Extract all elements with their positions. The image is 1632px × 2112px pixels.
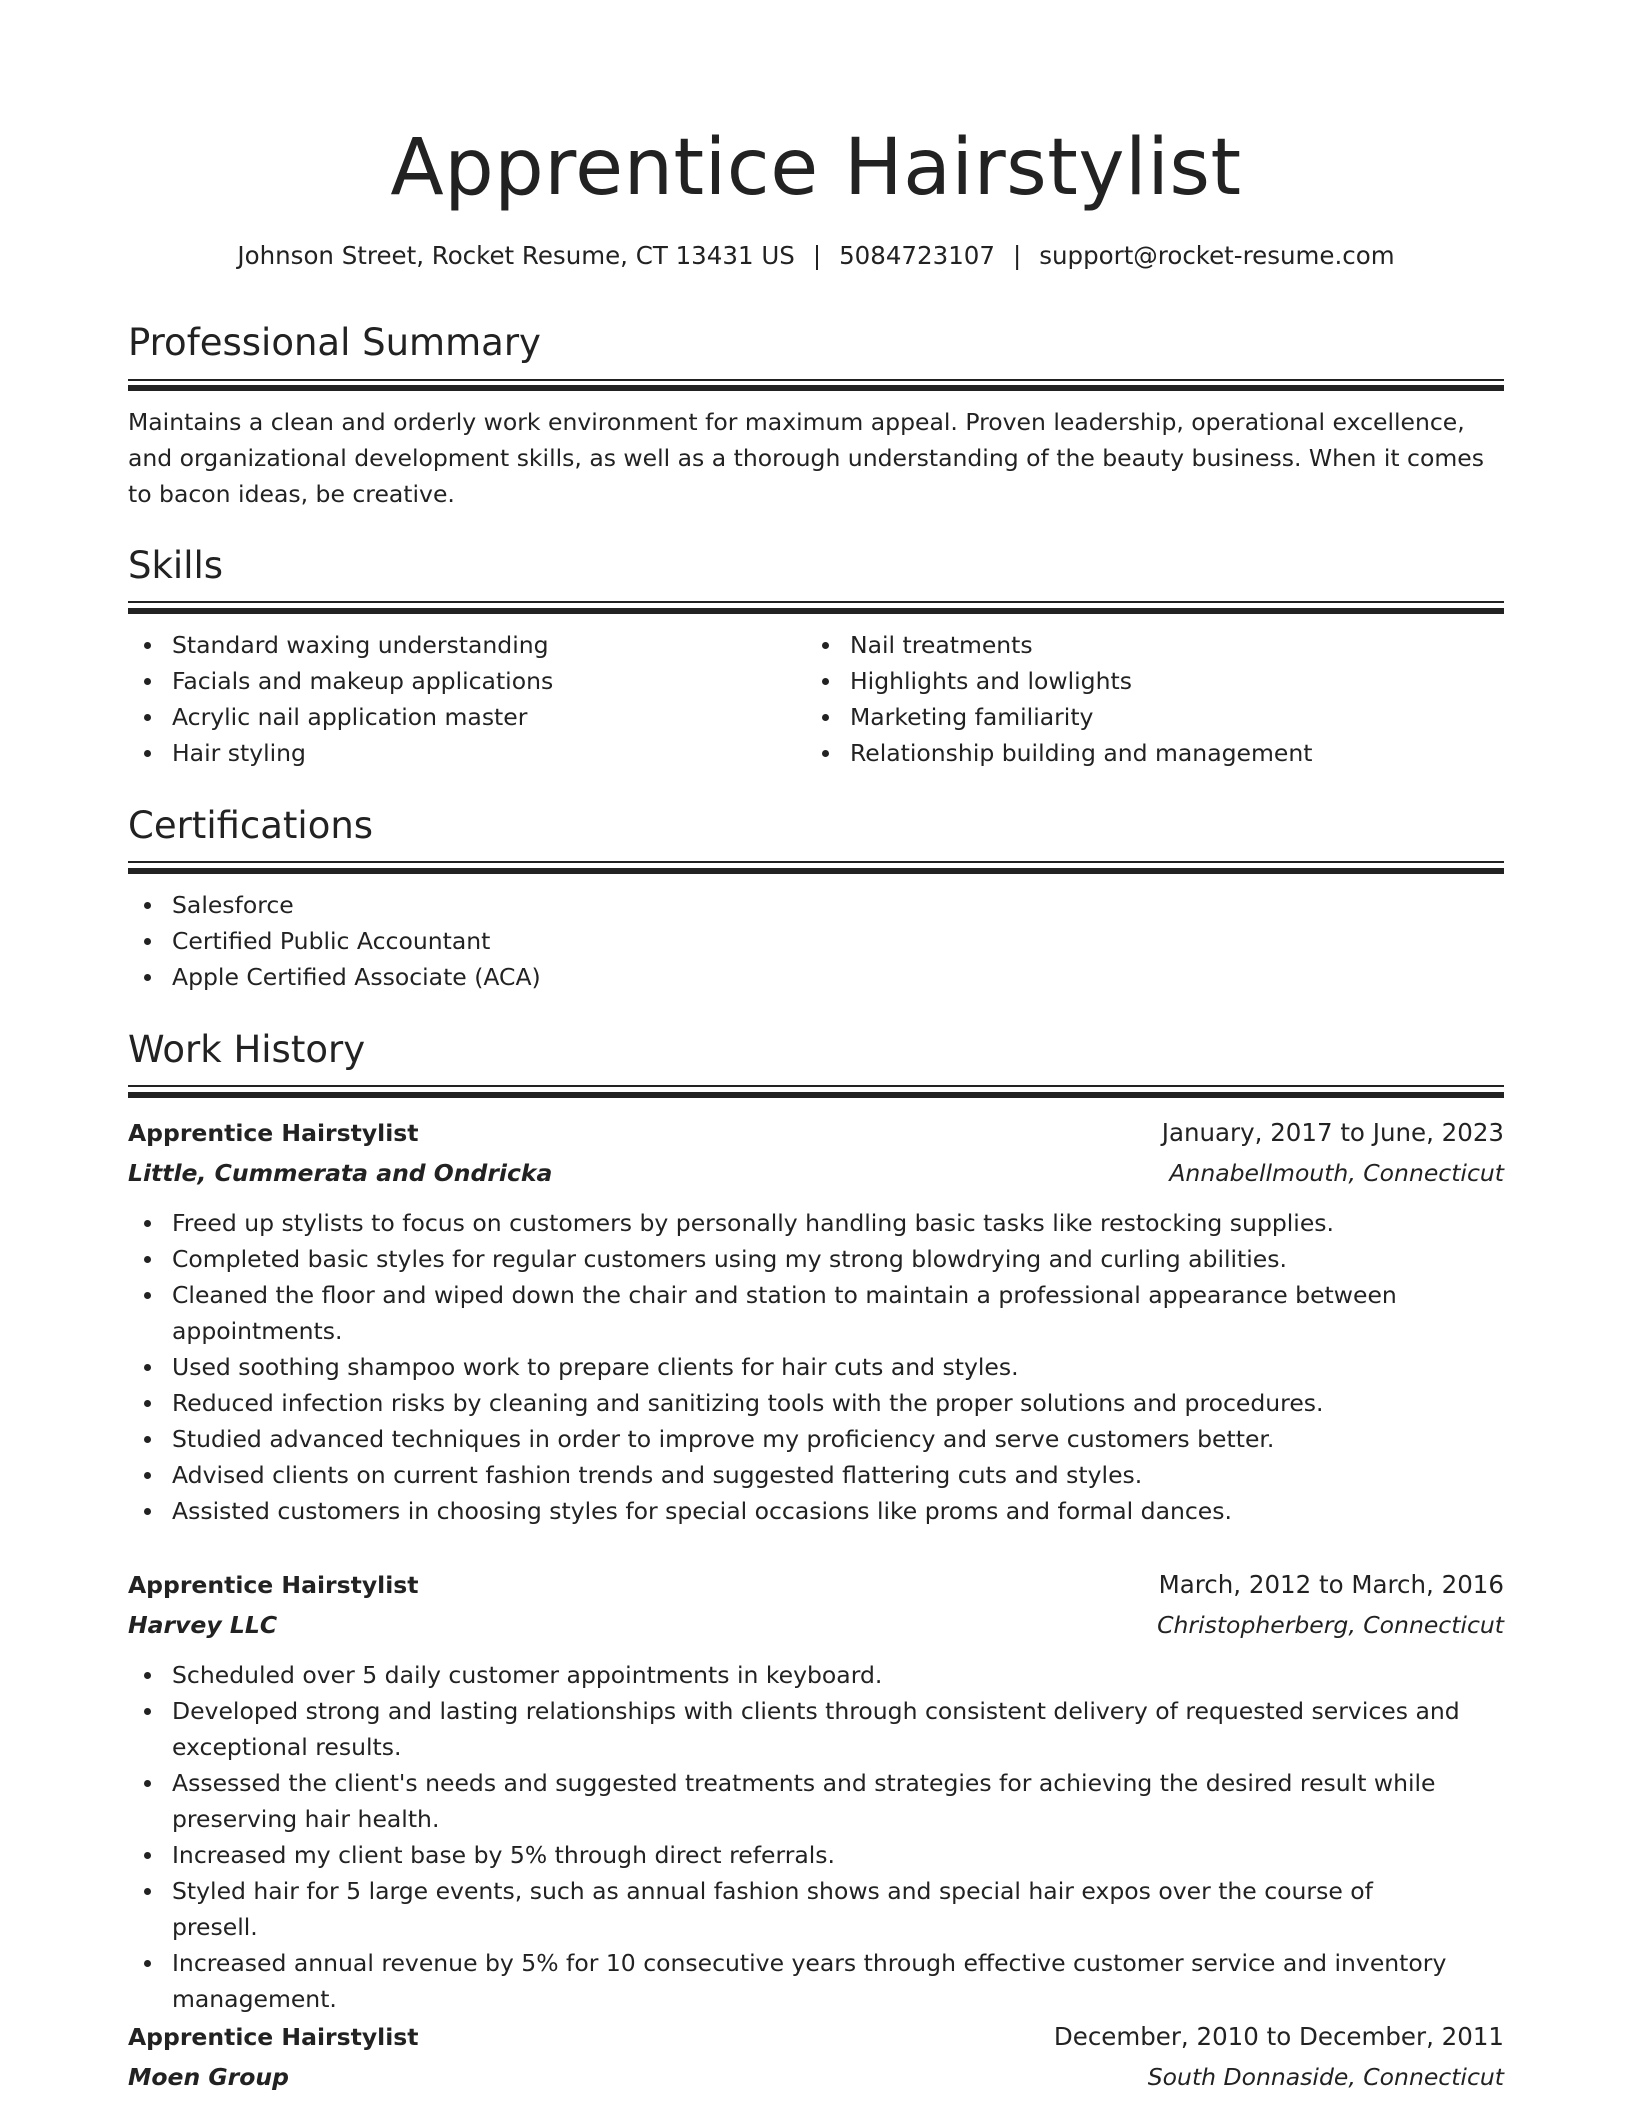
section-divider [128,608,1504,614]
job-entry [128,1565,1504,2017]
list-item: Certified Public Accountant [172,923,1504,959]
job-dates: January, 2017 to June, 2023 [1161,1118,1504,1147]
skills-columns [128,627,1504,771]
work-history-section [128,1025,1504,1075]
list-item: Acrylic nail application master [172,699,806,735]
job-company: Little, Cummerata and Ondricka [128,1159,553,1187]
list-item: Standard waxing understanding [172,627,806,663]
certifications-list [128,887,1504,995]
certifications-section [128,801,1504,991]
job-location: South Donnaside, Connecticut [1147,2063,1504,2091]
summary-section [128,318,1504,508]
job-header [128,1113,1504,1153]
skills-list-left [128,627,806,771]
contact-email: support@rocket-resume.com [1039,241,1395,270]
list-item: Relationship building and management [850,735,1484,771]
section-divider [128,868,1504,874]
contact-address: Johnson Street, Rocket Resume, CT 13431 US [237,241,795,270]
list-item: Reduced infection risks by cleaning and sanitizing tools with the proper solutions and procedures. [172,1385,1422,1421]
list-item: Apple Certified Associate (ACA) [172,959,1504,995]
list-item: Studied advanced techniques in order to improve my proficiency and serve customers better. [172,1421,1422,1457]
contact-line [128,238,1504,274]
job-company: Moen Group [128,2063,289,2091]
contact-phone: 5084723107 [839,241,995,270]
list-item: Scheduled over 5 daily customer appointments in keyboard. [172,1657,1462,1693]
job-dates: March, 2012 to March, 2016 [1158,1570,1504,1599]
job-title: Apprentice Hairstylist [128,1571,419,1599]
job-subheader [128,2057,1504,2097]
job-company: Harvey LLC [128,1611,278,1639]
skills-column-left [128,627,806,771]
list-item: Marketing familiarity [850,699,1484,735]
list-item: Increased annual revenue by 5% for 10 consecutive years through effective customer service and inventory management. [172,1945,1462,2017]
contact-separator: | [1012,241,1022,270]
list-item: Freed up stylists to focus on customers by personally handling basic tasks like restocking supplies. [172,1205,1422,1241]
job-location: Christopherberg, Connecticut [1157,1611,1504,1639]
job-title: Apprentice Hairstylist [128,1119,419,1147]
job-location: Annabellmouth, Connecticut [1169,1159,1504,1187]
section-divider [128,861,1504,863]
job-subheader [128,1605,1504,1645]
section-divider [128,379,1504,381]
skills-heading: Skills [128,544,224,587]
list-item: Salesforce [172,887,1504,923]
job-bullets [128,1205,1422,1529]
skills-list-right [806,627,1484,771]
skills-section [128,541,1504,767]
section-divider [128,385,1504,391]
section-divider [128,601,1504,603]
list-item: Increased my client base by 5% through direct referrals. [172,1837,1462,1873]
list-item: Completed basic styles for regular customers using my strong blowdrying and curling abilities. [172,1241,1422,1277]
page-title: Apprentice Hairstylist [390,123,1242,213]
list-item: Advised clients on current fashion trends and suggested flattering cuts and styles. [172,1457,1422,1493]
section-divider [128,1092,1504,1098]
job-title: Apprentice Hairstylist [128,2023,419,2051]
certifications-heading: Certifications [128,804,374,847]
section-divider [128,1085,1504,1087]
job-header [128,2017,1504,2057]
list-item: Assessed the client's needs and suggested treatments and strategies for achieving the desired result while preserving hair health. [172,1765,1462,1837]
contact-separator: | [812,241,822,270]
list-item: Used soothing shampoo work to prepare clients for hair cuts and styles. [172,1349,1422,1385]
job-dates: December, 2010 to December, 2011 [1053,2022,1504,2051]
summary-text: Maintains a clean and orderly work environment for maximum appeal. Proven leadership, operational excellence, and organizational development skills, as well as a thorough understanding of the beauty business. When it comes to bacon ideas, be creative. [128,408,1484,508]
work-history-heading: Work History [128,1028,366,1071]
list-item: Highlights and lowlights [850,663,1484,699]
list-item: Nail treatments [850,627,1484,663]
job-subheader [128,1153,1504,1193]
skills-column-right [806,627,1484,771]
list-item: Styled hair for 5 large events, such as annual fashion shows and special hair expos over the course of presell. [172,1873,1462,1945]
job-bullets [128,1657,1462,2017]
list-item: Developed strong and lasting relationships with clients through consistent delivery of requested services and exceptional results. [172,1693,1462,1765]
list-item: Assisted customers in choosing styles for special occasions like proms and formal dances. [172,1493,1422,1529]
list-item: Facials and makeup applications [172,663,806,699]
list-item: Hair styling [172,735,806,771]
job-header [128,1565,1504,1605]
summary-heading: Professional Summary [128,321,541,364]
job-entry [128,2017,1504,2097]
job-entry [128,1113,1504,1529]
list-item: Cleaned the floor and wiped down the chair and station to maintain a professional appearance between appointments. [172,1277,1422,1349]
